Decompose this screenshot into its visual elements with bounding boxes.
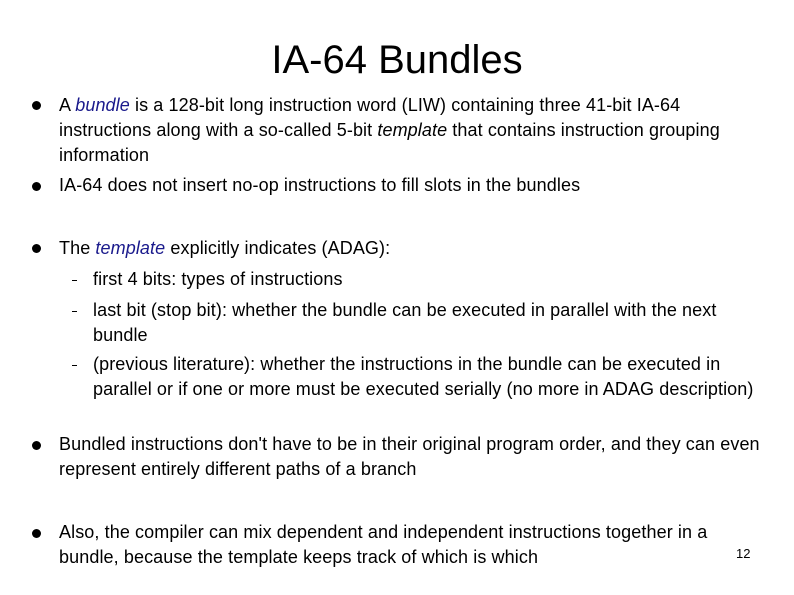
term-template: template (95, 238, 166, 258)
bullet-text-end: that contains instruction grouping information (59, 120, 720, 165)
bullet-icon (32, 182, 41, 191)
page-number: 12 (736, 546, 751, 561)
bullet-bundle-definition (59, 93, 771, 168)
dash-icon (72, 280, 77, 281)
bullet-icon (32, 101, 41, 110)
term-template: template (377, 120, 448, 140)
bullet-text-end: explicitly indicates (ADAG): (165, 238, 391, 258)
bullet-icon (32, 529, 41, 538)
bullet-no-op: IA-64 does not insert no-op instructions to fill slots in the bundles (59, 175, 581, 195)
term-bundle: bundle (75, 95, 130, 115)
bullet-text-start: The (59, 238, 96, 258)
bullet-template-indicates (59, 236, 771, 261)
dash-icon (72, 365, 77, 366)
bullet-text-start: A (59, 95, 76, 115)
bullet-icon (32, 244, 41, 253)
bullet-bundled-instructions: Bundled instructions don't have to be in their original program order, and they can even represent entirely different paths of a branch (59, 434, 760, 479)
slide-title: IA-64 Bundles (271, 38, 523, 82)
bullet-compiler-mix: Also, the compiler can mix dependent and independent instructions together in a bundle, because the template keeps track of which is which (59, 522, 708, 567)
sub-bullet-first-4-bits: first 4 bits: types of instructions (93, 269, 343, 289)
bullet-icon (32, 441, 41, 450)
bullet-text-middle: is a 128-bit long instruction word (LIW) containing three 41-bit IA-64 instructions along with a so-called 5-bit (59, 95, 681, 140)
dash-icon (72, 311, 77, 312)
sub-bullet-stop-bit: last bit (stop bit): whether the bundle can be executed in parallel with the next bundle (93, 300, 717, 345)
sub-bullet-previous-literature: (previous literature): whether the instructions in the bundle can be executed in parallel or if one or more must be executed serially (no more in ADAG description) (93, 354, 754, 399)
